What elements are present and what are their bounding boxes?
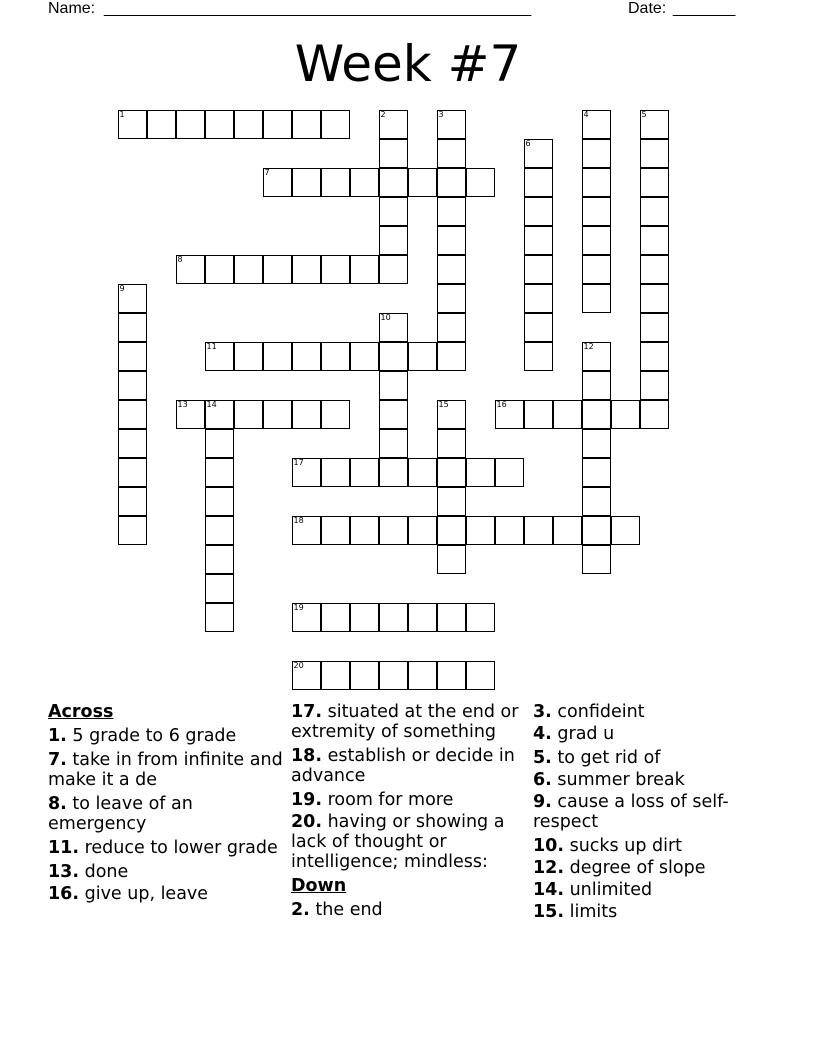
crossword-cell[interactable] bbox=[350, 661, 379, 690]
crossword-cell[interactable] bbox=[582, 139, 611, 168]
crossword-cell[interactable] bbox=[466, 458, 495, 487]
crossword-cell[interactable] bbox=[321, 400, 350, 429]
down-heading: Down bbox=[291, 876, 347, 896]
crossword-cell[interactable] bbox=[176, 255, 205, 284]
crossword-cell[interactable] bbox=[292, 458, 321, 487]
crossword-cell[interactable] bbox=[524, 400, 553, 429]
crossword-cell[interactable] bbox=[321, 255, 350, 284]
crossword-cell[interactable] bbox=[408, 342, 437, 371]
crossword-cell[interactable] bbox=[466, 661, 495, 690]
crossword-cell[interactable] bbox=[582, 487, 611, 516]
crossword-cell[interactable] bbox=[321, 458, 350, 487]
clue-number: 9 bbox=[119, 284, 125, 293]
crossword-cell[interactable] bbox=[292, 603, 321, 632]
clue-down-3: 3. confideint bbox=[533, 702, 645, 722]
crossword-cell[interactable] bbox=[321, 603, 350, 632]
crossword-cell[interactable] bbox=[640, 255, 669, 284]
clue-down-14: 14. unlimited bbox=[533, 880, 653, 900]
crossword-cell[interactable] bbox=[118, 342, 147, 371]
crossword-cell[interactable] bbox=[379, 110, 408, 139]
crossword-cell[interactable] bbox=[118, 429, 147, 458]
crossword-cell[interactable] bbox=[553, 516, 582, 545]
crossword-cell[interactable] bbox=[582, 545, 611, 574]
crossword-cell[interactable] bbox=[234, 342, 263, 371]
clue-number: 19 bbox=[293, 603, 304, 612]
crossword-cell[interactable] bbox=[379, 139, 408, 168]
crossword-cell[interactable] bbox=[292, 168, 321, 197]
crossword-cell[interactable] bbox=[321, 516, 350, 545]
clue-across-11: 11. reduce to lower grade bbox=[48, 838, 278, 858]
crossword-cell[interactable] bbox=[524, 197, 553, 226]
crossword-cell[interactable] bbox=[350, 603, 379, 632]
clue-across-8: 8. to leave of an emergency bbox=[48, 794, 193, 834]
crossword-cell[interactable] bbox=[437, 342, 466, 371]
crossword-cell[interactable] bbox=[292, 342, 321, 371]
clue-column-3 bbox=[533, 702, 773, 926]
crossword-cell[interactable] bbox=[176, 110, 205, 139]
crossword-cell[interactable] bbox=[118, 110, 147, 139]
crossword-cell[interactable] bbox=[379, 313, 408, 342]
crossword-cell[interactable] bbox=[437, 226, 466, 255]
clue-number: 18 bbox=[293, 516, 304, 525]
clue-down-10: 10. sucks up dirt bbox=[533, 836, 683, 856]
crossword-cell[interactable] bbox=[205, 429, 234, 458]
crossword-cell[interactable] bbox=[118, 458, 147, 487]
clue-number: 20 bbox=[293, 661, 304, 670]
crossword-cell[interactable] bbox=[611, 400, 640, 429]
crossword-cell[interactable] bbox=[118, 516, 147, 545]
clue-number: 5 bbox=[641, 110, 647, 119]
clue-number: 13 bbox=[177, 400, 188, 409]
crossword-cell[interactable] bbox=[437, 313, 466, 342]
crossword-cell[interactable] bbox=[640, 400, 669, 429]
crossword-cell[interactable] bbox=[176, 400, 205, 429]
crossword-cell[interactable] bbox=[524, 342, 553, 371]
crossword-cell[interactable] bbox=[582, 400, 611, 429]
clue-down-9: 9. cause a loss of self-respect bbox=[533, 792, 729, 832]
crossword-cell[interactable] bbox=[350, 342, 379, 371]
clue-number: 4 bbox=[583, 110, 589, 119]
crossword-cell[interactable] bbox=[205, 487, 234, 516]
across-heading: Across bbox=[48, 702, 114, 722]
clue-number: 16 bbox=[496, 400, 507, 409]
clue-number: 2 bbox=[380, 110, 386, 119]
clue-down-12: 12. degree of slope bbox=[533, 858, 706, 878]
crossword-cell[interactable] bbox=[379, 168, 408, 197]
crossword-cell[interactable] bbox=[437, 661, 466, 690]
clue-across-16: 16. give up, leave bbox=[48, 884, 209, 904]
crossword-cell[interactable] bbox=[437, 458, 466, 487]
crossword-cell[interactable] bbox=[437, 487, 466, 516]
crossword-cell[interactable] bbox=[379, 400, 408, 429]
crossword-cell[interactable] bbox=[379, 371, 408, 400]
clue-across-18: 18. establish or decide in advance bbox=[291, 746, 515, 786]
crossword-cell[interactable] bbox=[524, 226, 553, 255]
crossword-cell[interactable] bbox=[408, 458, 437, 487]
crossword-cell[interactable] bbox=[205, 400, 234, 429]
crossword-cell[interactable] bbox=[437, 603, 466, 632]
crossword-cell[interactable] bbox=[582, 516, 611, 545]
crossword-cell[interactable] bbox=[263, 110, 292, 139]
crossword-cell[interactable] bbox=[466, 168, 495, 197]
clue-across-20: 20. having or showing a lack of thought or intelligence; mindless: bbox=[291, 812, 505, 872]
crossword-cell[interactable] bbox=[379, 226, 408, 255]
crossword-cell[interactable] bbox=[640, 197, 669, 226]
crossword-cell[interactable] bbox=[379, 458, 408, 487]
clue-down-2: 2. the end bbox=[291, 900, 383, 920]
crossword-cell[interactable] bbox=[205, 516, 234, 545]
crossword-cell[interactable] bbox=[292, 400, 321, 429]
crossword-cell[interactable] bbox=[379, 661, 408, 690]
clue-column-2 bbox=[291, 702, 526, 924]
crossword-cell[interactable] bbox=[350, 516, 379, 545]
clue-down-6: 6. summer break bbox=[533, 770, 685, 790]
clue-across-7: 7. take in from infinite and make it a de bbox=[48, 750, 283, 790]
clue-column-1 bbox=[48, 702, 283, 908]
crossword-cell[interactable] bbox=[582, 429, 611, 458]
date-field[interactable]: _______ bbox=[673, 0, 736, 17]
crossword-cell[interactable] bbox=[205, 342, 234, 371]
crossword-cell[interactable] bbox=[524, 516, 553, 545]
crossword-cell[interactable] bbox=[524, 313, 553, 342]
crossword-cell[interactable] bbox=[205, 458, 234, 487]
crossword-cell[interactable] bbox=[292, 110, 321, 139]
crossword-cell[interactable] bbox=[611, 516, 640, 545]
crossword-cell[interactable] bbox=[640, 342, 669, 371]
crossword-cell[interactable] bbox=[437, 139, 466, 168]
clue-across-19: 19. room for more bbox=[291, 790, 454, 810]
name-label: Name: bbox=[48, 0, 96, 17]
crossword-cell[interactable] bbox=[118, 400, 147, 429]
crossword-cell[interactable] bbox=[553, 400, 582, 429]
crossword-cell[interactable] bbox=[437, 168, 466, 197]
crossword-cell[interactable] bbox=[263, 342, 292, 371]
clue-across-1: 1. 5 grade to 6 grade bbox=[48, 726, 237, 746]
crossword-cell[interactable] bbox=[524, 168, 553, 197]
crossword-cell[interactable] bbox=[582, 168, 611, 197]
crossword-cell[interactable] bbox=[437, 110, 466, 139]
crossword-cell[interactable] bbox=[205, 574, 234, 603]
clue-number: 6 bbox=[525, 139, 531, 148]
clue-across-13: 13. done bbox=[48, 862, 129, 882]
clue-number: 3 bbox=[438, 110, 444, 119]
crossword-cell[interactable] bbox=[437, 400, 466, 429]
crossword-cell[interactable] bbox=[118, 371, 147, 400]
crossword-cell[interactable] bbox=[640, 139, 669, 168]
crossword-cell[interactable] bbox=[263, 255, 292, 284]
crossword-cell[interactable] bbox=[640, 168, 669, 197]
crossword-cell[interactable] bbox=[292, 661, 321, 690]
crossword-cell[interactable] bbox=[321, 342, 350, 371]
crossword-cell[interactable] bbox=[408, 516, 437, 545]
crossword-cell[interactable] bbox=[640, 110, 669, 139]
crossword-cell[interactable] bbox=[350, 168, 379, 197]
crossword-cell[interactable] bbox=[582, 197, 611, 226]
crossword-cell[interactable] bbox=[205, 603, 234, 632]
clue-number: 7 bbox=[264, 168, 270, 177]
clue-down-4: 4. grad u bbox=[533, 724, 615, 744]
crossword-cell[interactable] bbox=[147, 110, 176, 139]
crossword-cell[interactable] bbox=[582, 342, 611, 371]
crossword-cell[interactable] bbox=[234, 400, 263, 429]
crossword-cell[interactable] bbox=[234, 110, 263, 139]
crossword-cell[interactable] bbox=[582, 226, 611, 255]
crossword-cell[interactable] bbox=[263, 168, 292, 197]
crossword-cell[interactable] bbox=[437, 197, 466, 226]
clue-down-15: 15. limits bbox=[533, 902, 618, 922]
crossword-cell[interactable] bbox=[379, 429, 408, 458]
crossword-cell[interactable] bbox=[408, 661, 437, 690]
crossword-cell[interactable] bbox=[437, 545, 466, 574]
clue-number: 17 bbox=[293, 458, 304, 467]
crossword-cell[interactable] bbox=[582, 458, 611, 487]
crossword-cell[interactable] bbox=[524, 139, 553, 168]
crossword-cell[interactable] bbox=[379, 603, 408, 632]
crossword-cell[interactable] bbox=[495, 458, 524, 487]
crossword-cell[interactable] bbox=[321, 168, 350, 197]
crossword-cell[interactable] bbox=[379, 516, 408, 545]
crossword-cell[interactable] bbox=[118, 313, 147, 342]
crossword-cell[interactable] bbox=[640, 371, 669, 400]
crossword-cell[interactable] bbox=[292, 516, 321, 545]
crossword-cell[interactable] bbox=[408, 168, 437, 197]
crossword-cell[interactable] bbox=[495, 516, 524, 545]
crossword-cell[interactable] bbox=[350, 458, 379, 487]
crossword-cell[interactable] bbox=[379, 197, 408, 226]
crossword-cell[interactable] bbox=[582, 110, 611, 139]
crossword-cell[interactable] bbox=[582, 255, 611, 284]
crossword-cell[interactable] bbox=[205, 545, 234, 574]
crossword-cell[interactable] bbox=[379, 342, 408, 371]
clue-number: 10 bbox=[380, 313, 391, 322]
crossword-cell[interactable] bbox=[350, 255, 379, 284]
crossword-cell[interactable] bbox=[321, 110, 350, 139]
crossword-cell[interactable] bbox=[437, 255, 466, 284]
clue-number: 8 bbox=[177, 255, 183, 264]
name-field[interactable]: ________________________________________________ bbox=[104, 0, 532, 17]
crossword-cell[interactable] bbox=[118, 487, 147, 516]
clue-number: 1 bbox=[119, 110, 125, 119]
crossword-cell[interactable] bbox=[495, 400, 524, 429]
crossword-cell[interactable] bbox=[466, 516, 495, 545]
crossword-cell[interactable] bbox=[640, 313, 669, 342]
crossword-cell[interactable] bbox=[437, 429, 466, 458]
clue-number: 12 bbox=[583, 342, 594, 351]
crossword-cell[interactable] bbox=[263, 400, 292, 429]
crossword-cell[interactable] bbox=[437, 516, 466, 545]
crossword-cell[interactable] bbox=[379, 255, 408, 284]
page-title: Week #7 bbox=[294, 35, 522, 93]
crossword-cell[interactable] bbox=[234, 255, 263, 284]
crossword-cell[interactable] bbox=[408, 603, 437, 632]
crossword-cell[interactable] bbox=[524, 255, 553, 284]
crossword-cell[interactable] bbox=[640, 226, 669, 255]
crossword-cell[interactable] bbox=[205, 110, 234, 139]
clue-down-5: 5. to get rid of bbox=[533, 748, 661, 768]
crossword-cell[interactable] bbox=[292, 255, 321, 284]
crossword-cell[interactable] bbox=[437, 284, 466, 313]
crossword-cell[interactable] bbox=[321, 661, 350, 690]
crossword-cell[interactable] bbox=[524, 284, 553, 313]
crossword-cell[interactable] bbox=[118, 284, 147, 313]
clue-number: 15 bbox=[438, 400, 449, 409]
clue-across-17: 17. situated at the end or extremity of something bbox=[291, 702, 519, 742]
date-label: Date: bbox=[628, 0, 667, 17]
crossword-cell[interactable] bbox=[640, 284, 669, 313]
crossword-cell[interactable] bbox=[466, 603, 495, 632]
crossword-cell[interactable] bbox=[582, 371, 611, 400]
crossword-cell[interactable] bbox=[582, 284, 611, 313]
clue-number: 14 bbox=[206, 400, 217, 409]
crossword-cell[interactable] bbox=[205, 255, 234, 284]
clue-number: 11 bbox=[206, 342, 217, 351]
